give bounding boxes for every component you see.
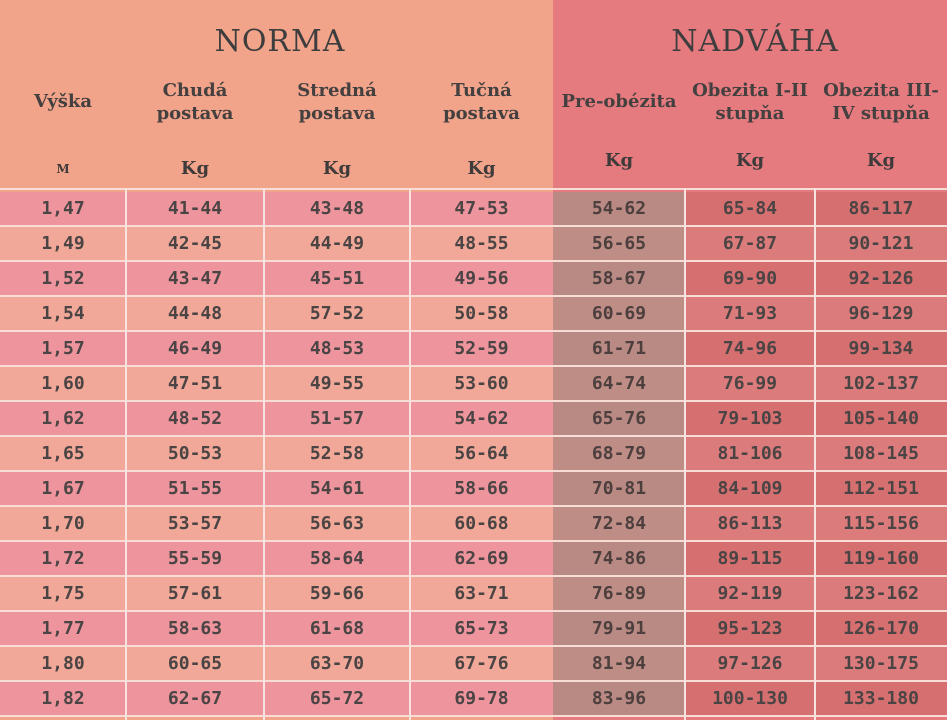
cell-obesity-1-2: 95-123 xyxy=(717,618,783,639)
header-line: postava xyxy=(156,103,234,124)
cell-medium: 56-63 xyxy=(309,513,365,534)
cell-medium: 49-55 xyxy=(309,373,365,394)
cell-preobesity: 56-65 xyxy=(553,227,685,260)
cell-obesity-3-4: 92-126 xyxy=(848,268,914,289)
cell-preobesity: 60-69 xyxy=(553,297,685,330)
column-divider xyxy=(684,188,686,720)
cell-thin: 62-67 xyxy=(167,688,223,709)
cell-thin: 55-59 xyxy=(167,548,223,569)
cell-heavy: 67-76 xyxy=(454,653,509,674)
header-line: IV stupňa xyxy=(832,103,930,124)
header-text xyxy=(692,79,808,126)
column-divider xyxy=(263,188,265,720)
cell-preobesity: 64-74 xyxy=(553,367,685,400)
cell-thin: 46-49 xyxy=(167,338,223,359)
cell-medium: 52-58 xyxy=(309,443,365,464)
cell-height: 1,75 xyxy=(41,583,85,604)
nadvaha-group-title: NADVÁHA xyxy=(671,24,839,59)
unit-height: M xyxy=(56,162,70,176)
header-text xyxy=(561,90,676,113)
cell-heavy: 47-53 xyxy=(454,198,509,219)
cell-obesity-3-4: 108-145 xyxy=(843,443,919,464)
header-text xyxy=(443,79,520,126)
cell-height: 1,54 xyxy=(41,303,85,324)
cell-height: 1,67 xyxy=(41,478,85,499)
cell-obesity-3-4: 130-175 xyxy=(843,653,919,674)
cell-obesity-1-2: 100-130 xyxy=(712,688,788,709)
cell-preobesity: 65-76 xyxy=(553,402,685,435)
cell-height: 1,62 xyxy=(41,408,85,429)
cell-thin: 44-48 xyxy=(167,303,223,324)
cell-obesity-3-4: 126-170 xyxy=(843,618,919,639)
header-medium xyxy=(264,70,410,134)
header-divider xyxy=(0,188,947,190)
cell-obesity-1-2: 84-109 xyxy=(717,478,783,499)
cell-height: 1,70 xyxy=(41,513,85,534)
cell-thin: 53-57 xyxy=(167,513,223,534)
cell-obesity-3-4: 133-180 xyxy=(843,688,919,709)
unit-thin: Kg xyxy=(180,158,210,179)
cell-obesity-1-2: 76-99 xyxy=(722,373,778,394)
column-divider xyxy=(814,188,816,720)
header-line: postava xyxy=(298,103,376,124)
cell-preobesity: 81-94 xyxy=(553,647,685,680)
cell-medium: 63-70 xyxy=(309,653,365,674)
cell-medium: 48-53 xyxy=(309,338,365,359)
header-line: Obezita I-II xyxy=(692,79,808,101)
cell-height: 1,57 xyxy=(41,338,85,359)
cell-height: 1,49 xyxy=(41,233,85,254)
cell-obesity-3-4: 115-156 xyxy=(843,513,919,534)
cell-heavy: 62-69 xyxy=(454,548,509,569)
cell-medium: 59-66 xyxy=(309,583,365,604)
cell-heavy: 52-59 xyxy=(454,338,509,359)
cell-obesity-1-2: 92-119 xyxy=(717,583,783,604)
column-divider xyxy=(125,188,127,720)
cell-thin: 51-55 xyxy=(167,478,223,499)
cell-obesity-3-4: 96-129 xyxy=(848,303,914,324)
cell-obesity-1-2: 97-126 xyxy=(717,653,783,674)
header-obesity-3-4 xyxy=(815,70,947,134)
cell-height: 1,52 xyxy=(41,268,85,289)
cell-medium: 43-48 xyxy=(309,198,365,219)
cell-obesity-3-4: 119-160 xyxy=(843,548,919,569)
unit-medium: Kg xyxy=(322,158,352,179)
header-heavy xyxy=(410,70,553,134)
unit-obesity-1-2: Kg xyxy=(735,150,765,171)
cell-preobesity: 58-67 xyxy=(553,262,685,295)
header-text xyxy=(823,79,939,126)
cell-preobesity: 74-86 xyxy=(553,542,685,575)
cell-preobesity: 79-91 xyxy=(553,612,685,645)
cell-medium: 51-57 xyxy=(309,408,365,429)
cell-heavy: 60-68 xyxy=(454,513,509,534)
cell-obesity-3-4: 90-121 xyxy=(848,233,914,254)
header-line: stupňa xyxy=(715,103,785,124)
cell-height: 1,80 xyxy=(41,653,85,674)
cell-medium: 58-64 xyxy=(309,548,365,569)
cell-heavy: 50-58 xyxy=(454,303,509,324)
cell-obesity-1-2: 89-115 xyxy=(717,548,783,569)
header-line: postava xyxy=(443,103,520,124)
cell-obesity-1-2: 81-106 xyxy=(717,443,783,464)
cell-obesity-3-4: 112-151 xyxy=(843,478,919,499)
header-line: Obezita III- xyxy=(823,79,939,101)
cell-obesity-1-2: 71-93 xyxy=(722,303,778,324)
column-divider xyxy=(409,188,411,720)
cell-thin: 58-63 xyxy=(167,618,223,639)
cell-height: 1,65 xyxy=(41,443,85,464)
cell-medium: 44-49 xyxy=(309,233,365,254)
cell-heavy: 69-78 xyxy=(454,688,509,709)
cell-obesity-1-2: 65-84 xyxy=(722,198,778,219)
cell-obesity-3-4: 99-134 xyxy=(848,338,914,359)
row-divider xyxy=(0,715,947,717)
norma-group-title: NORMA xyxy=(214,24,346,59)
unit-heavy: Kg xyxy=(467,158,496,179)
cell-medium: 61-68 xyxy=(309,618,365,639)
cell-medium: 57-52 xyxy=(309,303,365,324)
cell-obesity-1-2: 86-113 xyxy=(717,513,783,534)
cell-heavy: 58-66 xyxy=(454,478,509,499)
cell-height: 1,47 xyxy=(41,198,85,219)
cell-obesity-3-4: 123-162 xyxy=(843,583,919,604)
cell-preobesity: 76-89 xyxy=(553,577,685,610)
header-text xyxy=(157,79,234,126)
cell-height: 1,72 xyxy=(41,548,85,569)
cell-heavy: 48-55 xyxy=(454,233,509,254)
cell-medium: 65-72 xyxy=(309,688,365,709)
header-line: Chudá xyxy=(162,79,228,101)
header-line: Stredná xyxy=(297,79,377,101)
cell-preobesity: 83-96 xyxy=(553,682,685,715)
cell-preobesity: 54-62 xyxy=(553,192,685,225)
cell-thin: 47-51 xyxy=(167,373,223,394)
cell-thin: 42-45 xyxy=(167,233,223,254)
header-obesity-1-2 xyxy=(685,70,815,134)
cell-obesity-3-4: 102-137 xyxy=(843,373,919,394)
cell-thin: 60-65 xyxy=(167,653,223,674)
cell-medium: 54-61 xyxy=(309,478,365,499)
cell-thin: 57-61 xyxy=(167,583,223,604)
cell-height: 1,60 xyxy=(41,373,85,394)
cell-thin: 41-44 xyxy=(167,198,223,219)
cell-heavy: 53-60 xyxy=(454,373,509,394)
cell-obesity-3-4: 86-117 xyxy=(848,198,914,219)
cell-heavy: 56-64 xyxy=(454,443,509,464)
header-thin xyxy=(126,70,264,134)
unit-preobesity: Kg xyxy=(604,150,634,171)
cell-thin: 48-52 xyxy=(167,408,223,429)
cell-heavy: 63-71 xyxy=(454,583,509,604)
cell-obesity-3-4: 105-140 xyxy=(843,408,919,429)
cell-preobesity: 68-79 xyxy=(553,437,685,470)
cell-heavy: 54-62 xyxy=(454,408,509,429)
cell-thin: 43-47 xyxy=(167,268,223,289)
header-preobesity xyxy=(553,70,685,134)
header-line: Pre-obézita xyxy=(561,91,677,113)
cell-height: 1,82 xyxy=(41,688,85,709)
cell-obesity-1-2: 79-103 xyxy=(717,408,783,429)
cell-medium: 45-51 xyxy=(309,268,365,289)
cell-preobesity: 72-84 xyxy=(553,507,685,540)
cell-heavy: 49-56 xyxy=(454,268,509,289)
header-line: Tučná xyxy=(451,79,512,101)
cell-obesity-1-2: 69-90 xyxy=(722,268,778,289)
cell-heavy: 65-73 xyxy=(454,618,509,639)
cell-thin: 50-53 xyxy=(167,443,223,464)
cell-height: 1,77 xyxy=(41,618,85,639)
header-text xyxy=(297,79,377,126)
cell-obesity-1-2: 74-96 xyxy=(722,338,778,359)
cell-preobesity: 61-71 xyxy=(553,332,685,365)
cell-obesity-1-2: 67-87 xyxy=(722,233,778,254)
unit-obesity-3-4: Kg xyxy=(866,150,896,171)
header-height: Výška xyxy=(34,91,92,113)
cell-preobesity: 70-81 xyxy=(553,472,685,505)
